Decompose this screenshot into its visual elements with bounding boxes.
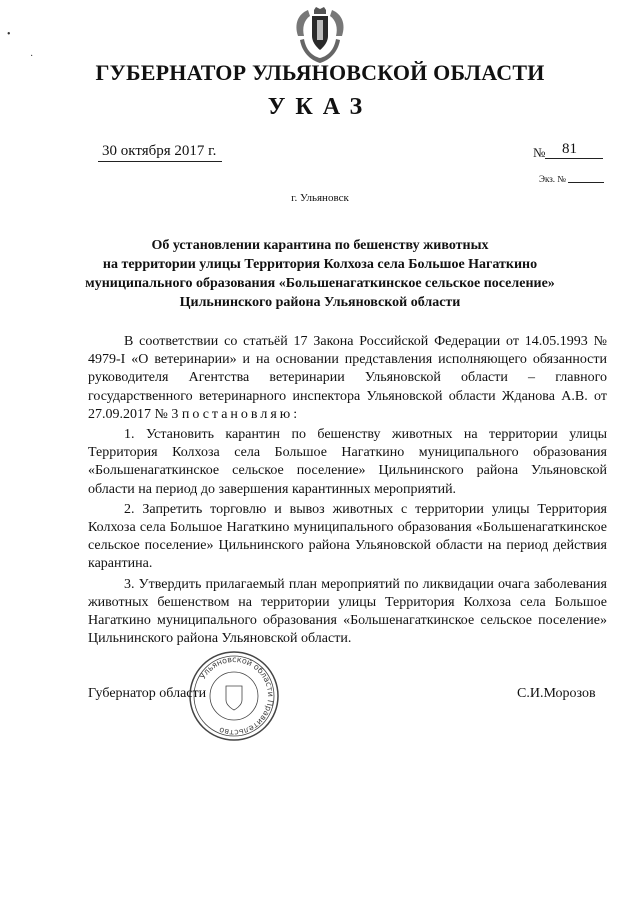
scan-mark: · xyxy=(30,51,34,62)
scan-mark: • xyxy=(7,29,11,40)
decree-date: 30 октября 2017 г. xyxy=(102,143,217,159)
decree-item-3: 3. Утвердить прилагаемый план мероприятий по ликвидации очага заболевания животных бешенством на территории улицы Территория Колхоза села Большое Нагаткино муниципального образования «Большенагаткинское сельское поселение» Цильнинского района Ульяновской области. xyxy=(88,576,607,647)
decree-heading xyxy=(80,236,560,312)
governor-title: ГУБЕРНАТОР УЛЬЯНОВСКОЙ ОБЛАСТИ xyxy=(95,60,545,85)
decree-item-2: 2. Запретить торговлю и вывоз животных с территории улицы Территория Колхоза села Большое Нагаткино муниципального образования «Большенагаткинское сельское поселение» Цильнинского района Ульяновской области на период действия карантина. xyxy=(88,501,607,572)
copy-number-underline xyxy=(568,182,604,183)
decree-word: постановляю: xyxy=(181,406,301,422)
heading-line: на территории улицы Территория Колхоза села Большое Нагаткино xyxy=(102,257,538,272)
svg-text:Ульяновской области Правительс: Ульяновской области Правительство xyxy=(198,654,276,738)
number-underline xyxy=(545,158,603,159)
heading-line: муниципального образования «Большенагаткинское сельское поселение» xyxy=(85,276,555,291)
decree-body xyxy=(88,333,607,648)
signatory-title: Губернатор области xyxy=(88,686,207,701)
date-underline xyxy=(98,161,222,162)
heading-line: Об установлении карантина по бешенству животных xyxy=(151,238,489,253)
decree-number: 81 xyxy=(562,141,577,157)
decree-item-1: 1. Установить карантин по бешенству животных на территории улицы Территория Колхоза села Большое Нагаткино муниципального образования «Большенагаткинское сельское поселение» Цильнинского района Ульяновской области на период до завершения карантинных мероприятий. xyxy=(88,427,607,497)
signatory-name: С.И.Морозов xyxy=(517,686,596,701)
preamble-paragraph xyxy=(88,333,607,424)
copy-number-label: Экз. № xyxy=(539,174,566,184)
coat-of-arms-emblem xyxy=(292,6,348,66)
city-name: г. Ульяновск xyxy=(291,192,349,204)
preamble-text: В соответствии со статьёй 17 Закона Российской Федерации от 14.05.1993 № 4979-I «О ветеринарии» и на основании представления исполняющего обязанности руководителя Агентства ветеринарии Ульяновской области – главного государственного ветеринарного инспектора Ульяновской области Жданова А.В. от 27.09.2017 № 3 xyxy=(88,334,607,422)
number-label: № xyxy=(533,145,546,160)
heading-line: Цильнинского района Ульяновской области xyxy=(179,295,461,310)
document-type-title: УКАЗ xyxy=(267,94,373,120)
